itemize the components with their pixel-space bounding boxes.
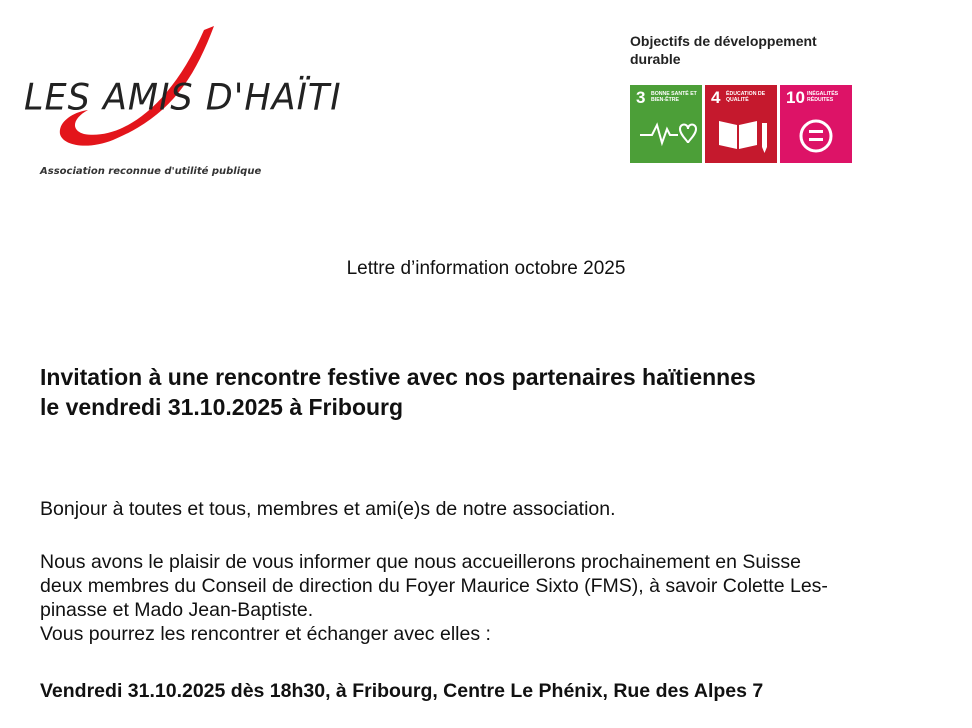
sdg-number: 4 bbox=[711, 88, 721, 107]
sdg-tile-3 bbox=[630, 85, 702, 163]
sdg-label: BONNE SANTÉ ET BIEN-ÊTRE bbox=[651, 91, 697, 103]
body-line: Nous avons le plaisir de vous informer que nous accueillerons prochainement en Suisse bbox=[40, 551, 801, 573]
sdg-icons bbox=[630, 85, 852, 163]
sdg-label: ÉDUCATION DE QUALITÉ bbox=[726, 91, 766, 103]
body-line: pinasse et Mado Jean-Baptiste. bbox=[40, 599, 314, 621]
sdg-title-line1: Objectifs de développement bbox=[630, 33, 817, 49]
sdg-label: INÉGALITÉS RÉDUITES bbox=[807, 91, 839, 103]
logo-wordmark: LES AMIS D'HAÏTI bbox=[24, 77, 342, 119]
sdg-number: 10 bbox=[786, 88, 805, 107]
logo bbox=[18, 22, 342, 184]
logo-subtitle: Association reconnue d'utilité publique bbox=[40, 166, 262, 177]
headline-line1: Invitation à une rencontre festive avec nos partenaires haïtiennes bbox=[40, 364, 756, 390]
sdg-title-line2: durable bbox=[630, 51, 681, 67]
body-paragraph bbox=[40, 550, 965, 646]
event-details: Vendredi 31.10.2025 dès 18h30, à Fribourg, Centre Le Phénix, Rue des Alpes 7 bbox=[40, 680, 764, 702]
book-pen-icon bbox=[705, 85, 777, 163]
greeting-text: Bonjour à toutes et tous, membres et ami(e)s de notre association. bbox=[40, 498, 616, 520]
body-line: Vous pourrez les rencontrer et échanger avec elles : bbox=[40, 623, 491, 645]
headline-line2: le vendredi 31.10.2025 à Fribourg bbox=[40, 394, 404, 420]
sdg-tile-10 bbox=[780, 85, 852, 163]
greeting-paragraph bbox=[40, 497, 965, 521]
equality-icon bbox=[780, 85, 852, 163]
newsletter-title: Lettre d’information octobre 2025 bbox=[346, 258, 626, 279]
heartbeat-icon bbox=[630, 85, 702, 163]
body-line: deux membres du Conseil de direction du Foyer Maurice Sixto (FMS), à savoir Colette Les- bbox=[40, 575, 828, 597]
sdg-title bbox=[630, 32, 870, 68]
sdg-number: 3 bbox=[636, 88, 646, 107]
headline bbox=[40, 362, 940, 422]
sdg-tile-4 bbox=[705, 85, 777, 163]
